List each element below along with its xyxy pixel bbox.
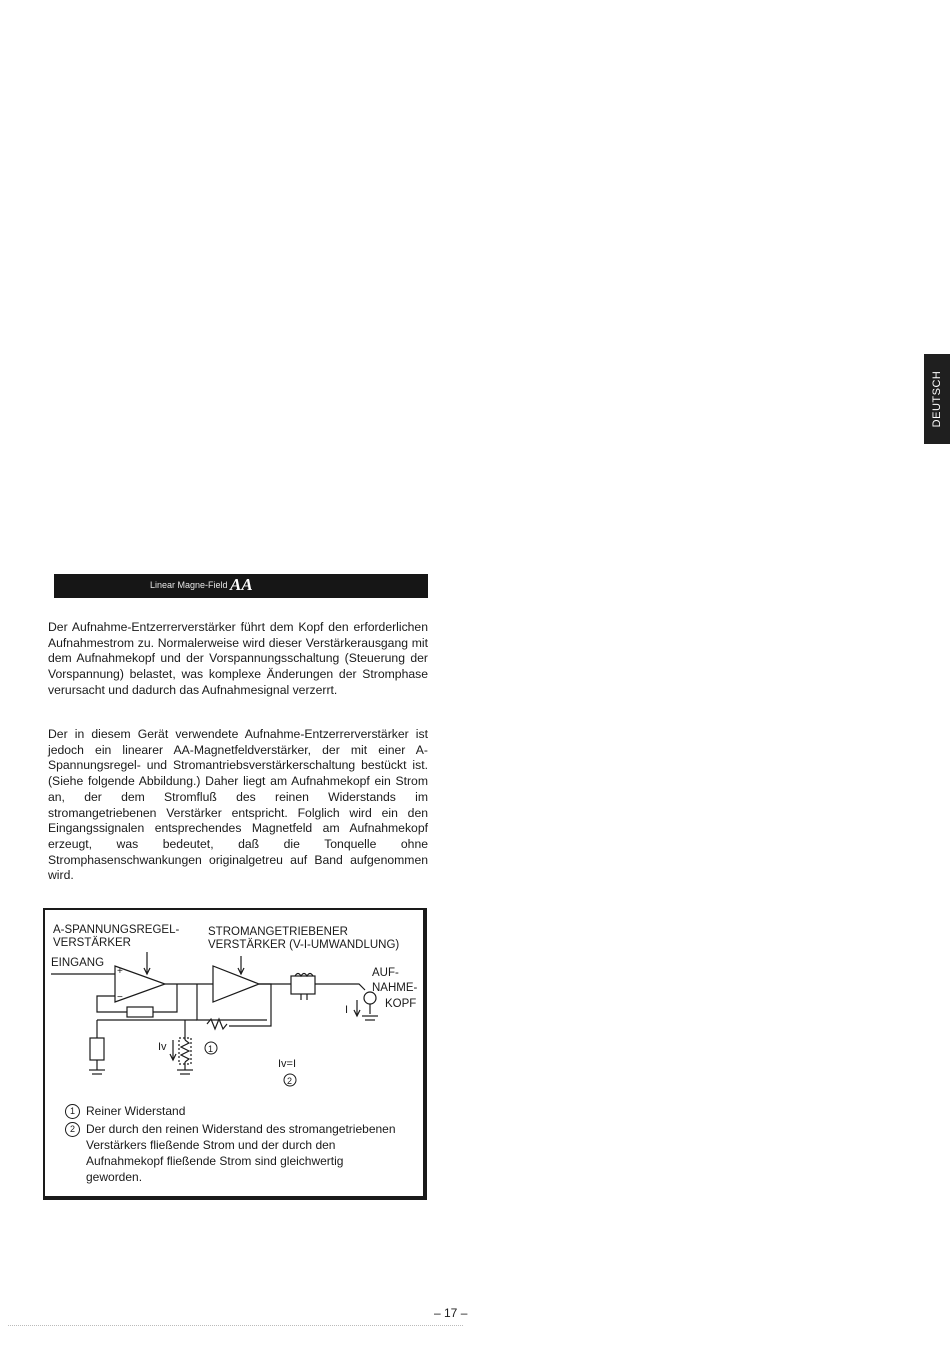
footer-divider bbox=[8, 1325, 463, 1326]
language-tab bbox=[924, 354, 950, 444]
current-amplifier-symbol bbox=[213, 966, 259, 1002]
language-tab-label: DEUTSCH bbox=[931, 370, 943, 428]
marker-2: 2 bbox=[287, 1076, 293, 1086]
voltage-amp-label-line1: A-SPANNUNGSREGEL- bbox=[53, 924, 180, 936]
head-label-line1: AUF- bbox=[372, 967, 399, 979]
current-amp-label-line1: STROMANGETRIEBENER bbox=[208, 926, 348, 938]
note-1-number: 1 bbox=[65, 1104, 80, 1119]
ground-resistor-symbol bbox=[90, 1038, 104, 1060]
input-label: EINGANG bbox=[51, 957, 105, 969]
svg-text:−: − bbox=[117, 992, 123, 1003]
head-label-line3: KOPF bbox=[385, 998, 417, 1010]
svg-text:+: + bbox=[117, 966, 123, 977]
paragraph-details: Der in diesem Gerät verwendete Aufnahme-Entzerrerverstärker ist jedoch ein linearer AA-Magnetfeldverstärker, der mit einer A-Spannungsregel- und Stromantriebsverstärkerschaltung bestückt ist. (Siehe folgende Abbildung.) Daher liegt am Aufnahmekopf ein Strom an, der dem Stromfluß des reinen Widerstands im stromangetriebenen Verstärker entspricht. Folglich wird ein den Eingangssignalen entsprechendes Magnetfeld am Aufnahmekopf erzeugt, was bedeutet, daß die Tonquelle ohne Stromphasenschwankungen originalgetreu auf Band aufgenommen wird. bbox=[48, 727, 428, 883]
figure-note-1 bbox=[65, 1103, 405, 1119]
circuit-figure bbox=[43, 908, 427, 1200]
record-head-symbol bbox=[364, 992, 376, 1004]
banner-title: Linear Magne-Field bbox=[150, 580, 228, 590]
iv-label: Iv bbox=[158, 1041, 167, 1053]
figure-note-2 bbox=[65, 1121, 405, 1185]
note-1-text: Reiner Widerstand bbox=[86, 1104, 186, 1118]
banner-logo: AA bbox=[230, 575, 253, 594]
filter-block-symbol bbox=[291, 976, 315, 994]
voltage-amp-label-line2: VERSTÄRKER bbox=[53, 937, 131, 949]
section-banner bbox=[54, 574, 428, 598]
iv-equals-i-label: Iv=I bbox=[278, 1058, 297, 1070]
current-amp-label-line2: VERSTÄRKER (V-I-UMWANDLUNG) bbox=[208, 939, 400, 951]
pure-resistor-symbol bbox=[181, 1040, 189, 1062]
paragraph-intro: Der Aufnahme-Entzerrerverstärker führt dem Kopf den erforderlichen Aufnahmestrom zu. Normalerweise wird dieser Verstärkerausgang mit dem Aufnahmekopf und der Vorspannungsschaltung (Steuerung der Vorspannung) belastet, was komplexe Änderungen der Stromphase verursacht und dadurch das Aufnahmesignal verzerrt. bbox=[48, 620, 428, 697]
note-2-number: 2 bbox=[65, 1122, 80, 1137]
i-label: I bbox=[345, 1004, 349, 1016]
head-label-line2: NAHME- bbox=[372, 982, 418, 994]
marker-1: 1 bbox=[208, 1044, 214, 1054]
feedback-resistor-symbol bbox=[127, 1007, 153, 1017]
note-2-text: Der durch den reinen Widerstand des stromangetriebenen Verstärkers fließende Strom und der durch den Aufnahmekopf fließende Strom sind gleichwertig geworden. bbox=[86, 1122, 396, 1184]
page-number: – 17 – bbox=[434, 1306, 468, 1320]
circuit-diagram bbox=[45, 910, 423, 1100]
